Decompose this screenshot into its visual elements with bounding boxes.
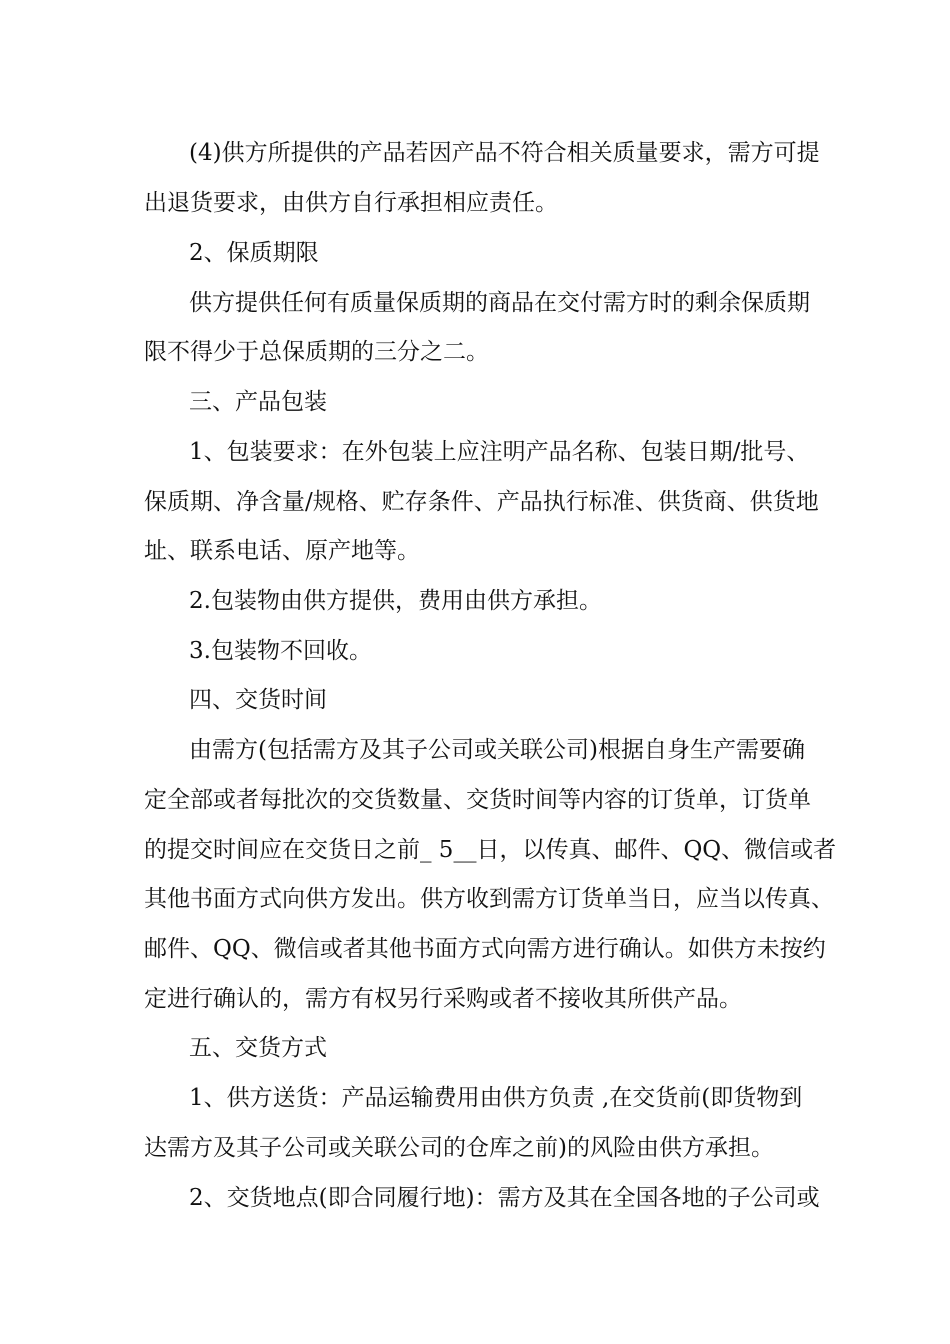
text-line: 由需方(包括需方及其子公司或关联公司)根据自身生产需要确 xyxy=(189,737,805,763)
text-line: 址、联系电话、原产地等。 xyxy=(144,538,420,564)
text-line: 邮件、QQ、微信或者其他书面方式向需方进行确认。如供方未按约 xyxy=(144,936,826,962)
section-heading: 五、交货方式 xyxy=(189,1035,327,1061)
text-line: 出退货要求，由供方自行承担相应责任。 xyxy=(144,190,558,216)
text-line: 1、供方送货：产品运输费用由供方负责 ,在交货前(即货物到 xyxy=(189,1085,803,1111)
text-line: 供方提供任何有质量保质期的商品在交付需方时的剩余保质期 xyxy=(189,290,810,316)
text-line: 其他书面方式向供方发出。供方收到需方订货单当日，应当以传真、 xyxy=(144,886,834,912)
section-heading: 四、交货时间 xyxy=(189,687,327,713)
text-line: 2、交货地点(即合同履行地)：需方及其在全国各地的子公司或 xyxy=(189,1185,820,1211)
text-line: 限不得少于总保质期的三分之二。 xyxy=(144,339,489,365)
text-line: 的提交时间应在交货日之前_ 5__日，以传真、邮件、QQ、微信或者 xyxy=(144,837,837,863)
text-line: 3.包装物不回收。 xyxy=(189,638,372,664)
text-line: 2.包装物由供方提供，费用由供方承担。 xyxy=(189,588,602,614)
text-line: 达需方及其子公司或关联公司的仓库之前)的风险由供方承担。 xyxy=(144,1135,774,1161)
text-line: 保质期、净含量/规格、贮存条件、产品执行标准、供货商、供货地 xyxy=(144,489,819,515)
text-line: 定进行确认的，需方有权另行采购或者不接收其所供产品。 xyxy=(144,986,742,1012)
text-line: 1、包装要求：在外包装上应注明产品名称、包装日期/批号、 xyxy=(189,439,810,465)
section-heading: 2、保质期限 xyxy=(189,240,319,266)
text-line: (4)供方所提供的产品若因产品不符合相关质量要求，需方可提 xyxy=(189,140,820,166)
text-line: 定全部或者每批次的交货数量、交货时间等内容的订货单，订货单 xyxy=(144,787,811,813)
section-heading: 三、产品包装 xyxy=(189,389,327,415)
